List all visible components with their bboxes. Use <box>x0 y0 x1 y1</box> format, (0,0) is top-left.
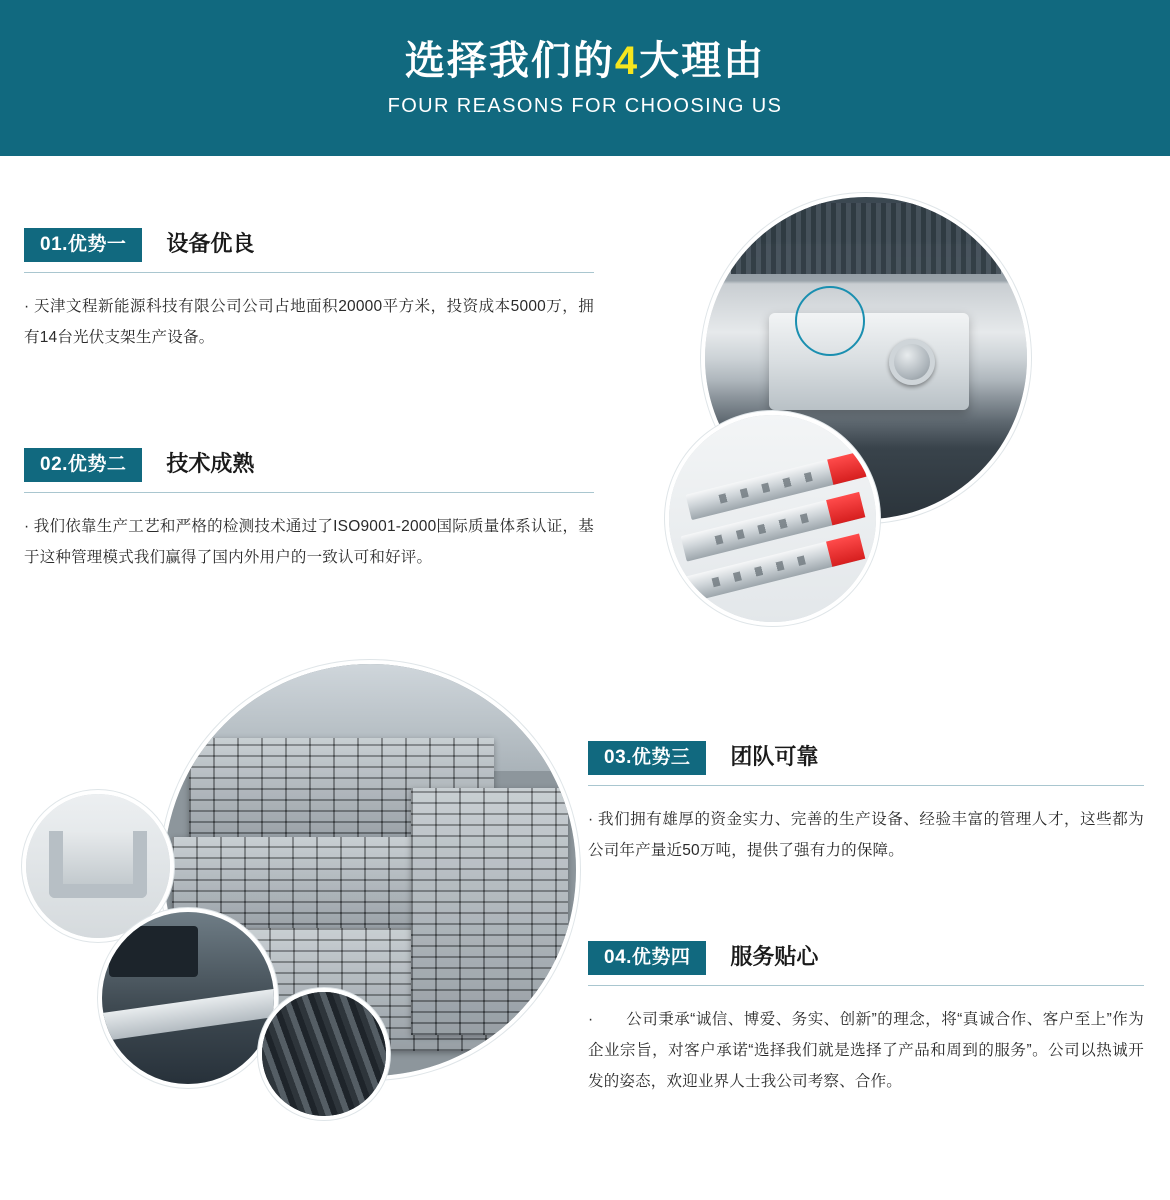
page-title-accent: 4 <box>614 38 640 83</box>
feature-01-bullet: · <box>24 298 30 315</box>
feature-01-head <box>24 222 594 262</box>
feature-02-badge: 02.优势二 <box>24 448 142 482</box>
feature-03-text: 我们拥有雄厚的资金实力、完善的生产设备、经验丰富的管理人才，这些都为公司年产量近50万吨，提供了强有力的保障。 <box>588 811 1144 859</box>
feature-03-bullet: · <box>588 811 594 828</box>
feature-01-badge: 01.优势一 <box>24 228 142 262</box>
feature-01-title: 设备优良 <box>166 231 255 256</box>
page-subtitle: FOUR REASONS FOR CHOOSING US <box>387 94 783 117</box>
feature-02-text: 我们依靠生产工艺和严格的检测技术通过了ISO9001-2000国际质量体系认证，基于这种管理模式我们赢得了国内外用户的一致认可和好评。 <box>24 518 594 566</box>
profile-bundle-photo <box>258 988 390 1120</box>
feature-04-bullet: · <box>588 1011 594 1028</box>
feature-01-divider <box>24 272 594 273</box>
feature-04-text: 公司秉承“诚信、博爱、务实、创新”的理念，将“真诚合作、客户至上”作为企业宗旨，对客户承诺“选择我们就是选择了产品和周到的服务”。公司以热诚开发的姿态，欢迎业界人士我公司考察、合作。 <box>588 1011 1144 1090</box>
feature-02-body <box>24 511 594 573</box>
feature-04-body <box>588 1004 1144 1097</box>
feature-03-title: 团队可靠 <box>730 744 819 769</box>
feature-04-divider <box>588 985 1144 986</box>
page-title <box>405 39 765 83</box>
feature-04-badge: 04.优势四 <box>588 941 706 975</box>
feature-04-head <box>588 935 1144 975</box>
feature-02-bullet: · <box>24 518 30 535</box>
feature-03-divider <box>588 785 1144 786</box>
feature-02-head <box>24 442 594 482</box>
decorative-ring-outline <box>795 286 865 356</box>
feature-block-04 <box>588 935 1144 1097</box>
feature-block-03 <box>588 735 1144 866</box>
feature-03-badge: 03.优势三 <box>588 741 706 775</box>
feature-02-title: 技术成熟 <box>166 451 255 476</box>
red-tipped-struts-photo <box>665 411 880 626</box>
feature-block-02 <box>24 442 594 573</box>
header-banner <box>0 0 1170 156</box>
page-title-prefix: 选择我们的 <box>404 38 615 83</box>
feature-01-body <box>24 291 594 353</box>
feature-03-head <box>588 735 1144 775</box>
feature-01-text: 天津文程新能源科技有限公司公司占地面积20000平方米，投资成本5000万，拥有14台光伏支架生产设备。 <box>24 298 594 346</box>
workshop-machine-photo <box>98 908 278 1088</box>
feature-02-divider <box>24 492 594 493</box>
feature-block-01 <box>24 222 594 353</box>
feature-04-title: 服务贴心 <box>730 944 819 969</box>
feature-03-body <box>588 804 1144 866</box>
page-title-suffix: 大理由 <box>639 38 766 83</box>
